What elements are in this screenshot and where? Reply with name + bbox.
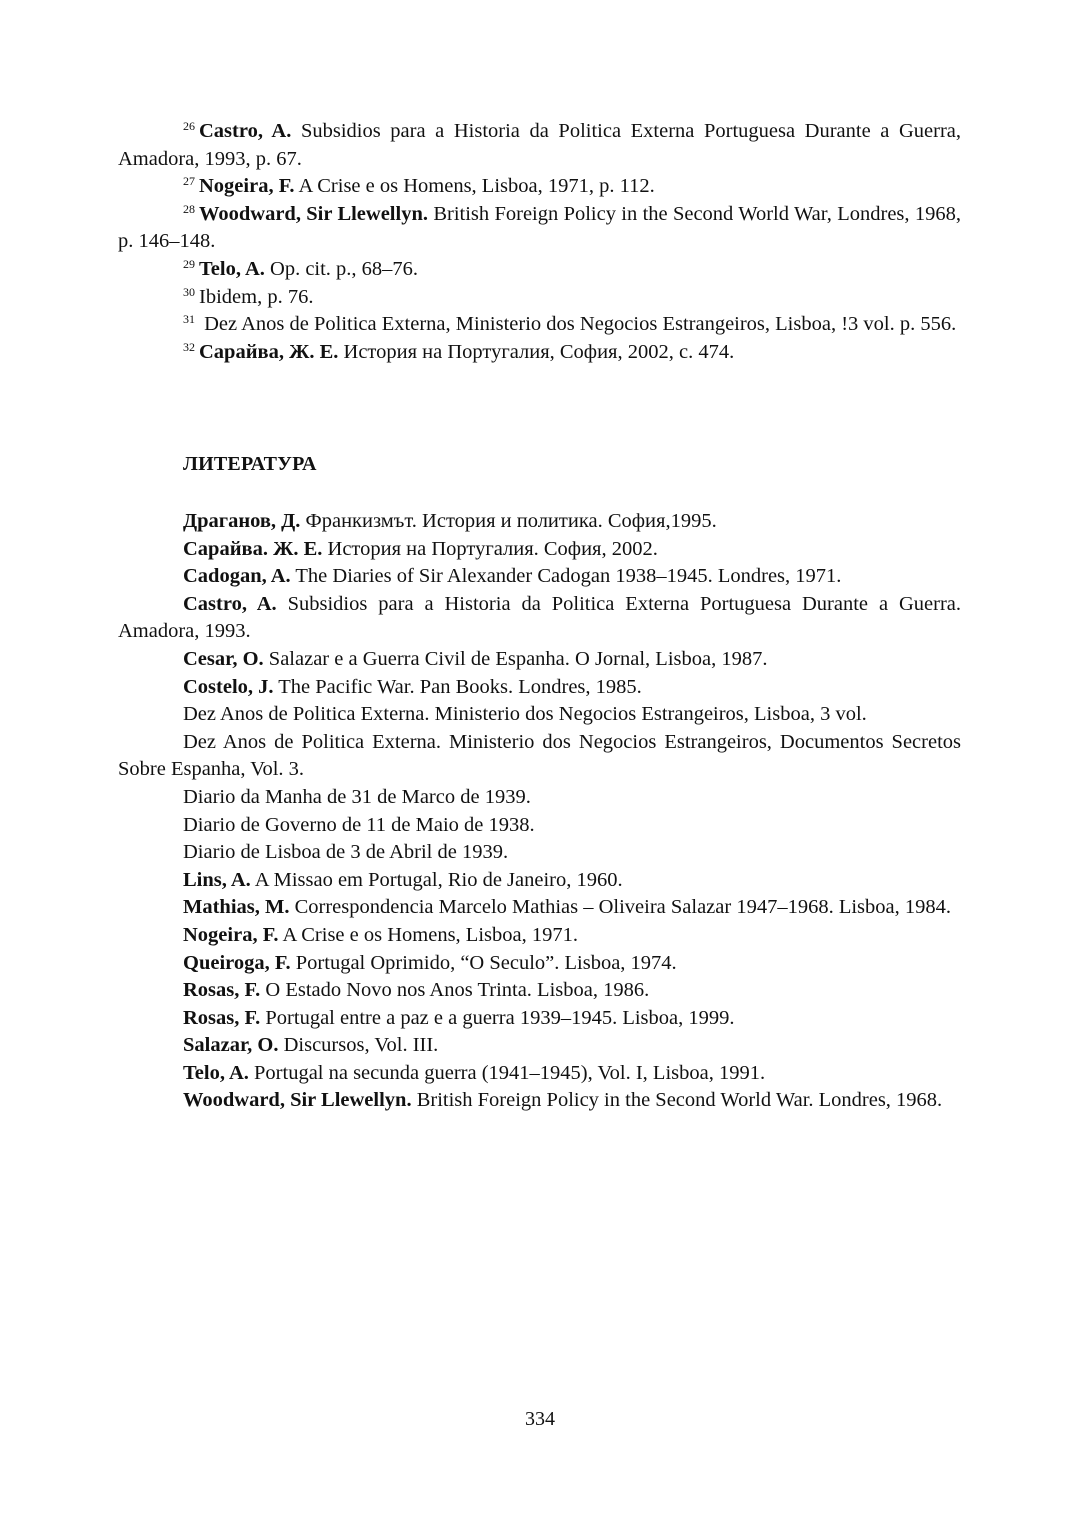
reference-text: Portugal Oprimido, “O Seculo”. Lisboa, 1974. [290, 951, 677, 974]
footnote [118, 311, 961, 339]
footnote-author: Telo, A. [199, 257, 265, 280]
footnote-text: Dez Anos de Politica Externa, Ministerio dos Negocios Estrangeiros, Lisboa, !3 vol. p. 556. [199, 313, 957, 336]
reference-entry [118, 839, 961, 867]
reference-author: Castro, A. [183, 592, 277, 615]
footnote [118, 284, 961, 312]
footnote-number: 27 [183, 174, 195, 189]
reference-text: Франкизмът. История и политика. София,1995. [300, 510, 717, 532]
footnote [118, 173, 961, 201]
reference-author: Telo, A. [183, 1061, 249, 1084]
reference-text: The Pacific War. Pan Books. Londres, 1985. [273, 675, 642, 698]
footnote-text: История на Португалия, София, 2002, с. 474. [338, 340, 735, 363]
reference-author: Rosas, F. [183, 1006, 261, 1029]
footnotes-section [118, 118, 961, 366]
footnote-author: Сарайва, Ж. Е. [199, 340, 339, 363]
footnote-number: 30 [183, 284, 195, 299]
reference-author: Nogeira, F. [183, 923, 279, 946]
reference-entry [118, 1087, 961, 1115]
footnote-number: 26 [183, 119, 195, 133]
reference-text: Correspondencia Marcelo Mathias – Oliveira Salazar 1947–1968. Lisboa, 1984. [289, 896, 951, 919]
reference-text: British Foreign Policy in the Second World War. Londres, 1968. [411, 1089, 943, 1112]
reference-entry [118, 701, 961, 729]
reference-author: Cadogan, A. [183, 565, 291, 588]
footnote [118, 339, 961, 367]
reference-entry [118, 508, 961, 536]
reference-author: Salazar, O. [183, 1034, 279, 1057]
reference-text: Diario de Governo de 11 de Maio de 1938. [183, 813, 535, 836]
reference-author: Lins, A. [183, 868, 251, 891]
footnote [118, 256, 961, 284]
reference-entry [118, 812, 961, 840]
reference-entry [118, 867, 961, 895]
reference-text: A Crise e os Homens, Lisboa, 1971. [278, 923, 578, 946]
reference-author: Mathias, M. [183, 896, 290, 919]
reference-text: O Estado Novo nos Anos Trinta. Lisboa, 1986. [260, 979, 650, 1002]
reference-text: Discursos, Vol. III. [278, 1034, 439, 1057]
reference-entry [118, 646, 961, 674]
reference-entry [118, 894, 961, 922]
reference-entry [118, 563, 961, 591]
page-number: 334 [525, 1408, 555, 1430]
reference-entry [118, 784, 961, 812]
footnote-author: Castro, A. [199, 120, 292, 142]
reference-text: История на Португалия. София, 2002. [322, 537, 658, 560]
footnote-number: 28 [183, 201, 195, 216]
reference-text: A Missao em Portugal, Rio de Janeiro, 1960. [250, 868, 623, 891]
reference-entry [118, 950, 961, 978]
reference-author: Rosas, F. [183, 979, 261, 1002]
reference-author: Драганов, Д. [183, 510, 301, 532]
footnote [118, 201, 961, 256]
reference-text: Diario da Manha de 31 de Marco de 1939. [183, 785, 531, 808]
reference-text: Salazar e a Guerra Civil de Espanha. O Jornal, Lisboa, 1987. [263, 647, 768, 670]
footnote-text: British Foreign Policy in the Second World War, Londres, 1968, p. 146–148. [118, 202, 961, 253]
reference-text: Subsidios para a Historia da Politica Externa Portuguesa Durante a Guerra. Amadora, 1993. [118, 592, 961, 643]
footnote-text: Ibidem, p. 76. [199, 285, 314, 308]
bibliography-heading: ЛИТЕРАТУРА [183, 453, 317, 475]
reference-author: Cesar, O. [183, 647, 264, 670]
footnote-text: Op. cit. p., 68–76. [264, 257, 419, 280]
reference-entry [118, 977, 961, 1005]
footnote-number: 32 [183, 339, 195, 354]
reference-entry [118, 536, 961, 564]
reference-entry [118, 922, 961, 950]
reference-entry [118, 729, 961, 784]
reference-entry [118, 1005, 961, 1033]
footnote [118, 118, 961, 173]
reference-text: Diario de Lisboa de 3 de Abril de 1939. [183, 841, 509, 864]
reference-text: Dez Anos de Politica Externa. Ministerio dos Negocios Estrangeiros, Lisboa, 3 vol. [183, 703, 867, 726]
reference-text: The Diaries of Sir Alexander Cadogan 1938–1945. Londres, 1971. [290, 565, 842, 588]
footnote-text: A Crise e os Homens, Lisboa, 1971, p. 112. [294, 175, 655, 198]
reference-text: Portugal entre a paz e a guerra 1939–1945. Lisboa, 1999. [260, 1006, 735, 1029]
bibliography-list [118, 508, 961, 1115]
reference-author: Woodward, Sir Llewellyn. [183, 1089, 412, 1112]
reference-text: Portugal na secunda guerra (1941–1945), Vol. I, Lisboa, 1991. [248, 1061, 766, 1084]
reference-entry [118, 1032, 961, 1060]
reference-author: Costelo, J. [183, 675, 274, 698]
footnote-number: 31 [183, 312, 195, 327]
reference-entry [118, 1060, 961, 1088]
reference-entry [118, 591, 961, 646]
reference-author: Queiroga, F. [183, 951, 291, 974]
footnote-author: Woodward, Sir Llewellyn. [199, 202, 428, 225]
reference-text: Dez Anos de Politica Externa. Ministerio dos Negocios Estrangeiros, Documentos Secretos Sobre Espanha, Vol. 3. [118, 730, 961, 781]
footnote-number: 29 [183, 256, 195, 271]
reference-author: Сарайва. Ж. Е. [183, 537, 323, 560]
footnote-author: Nogeira, F. [199, 175, 295, 198]
footnote-text: Subsidios para a Historia da Politica Externa Portuguesa Durante a Guerra, Amadora, 1993, p. 67. [118, 120, 962, 170]
reference-entry [118, 674, 961, 702]
